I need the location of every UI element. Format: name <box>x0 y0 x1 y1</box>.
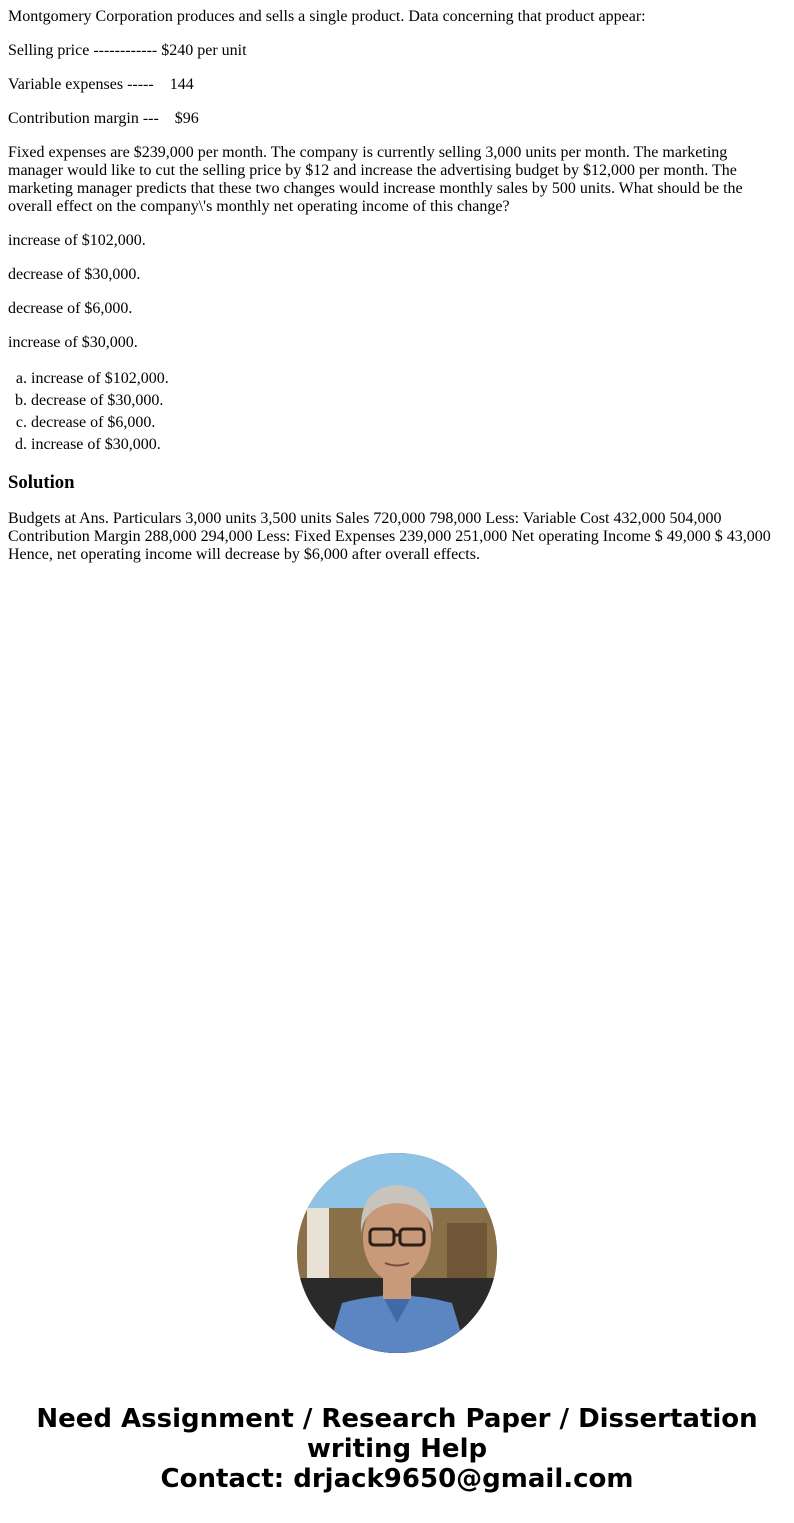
choice-text: increase of $102,000. <box>8 232 146 249</box>
answer-choice-d: d. increase of $30,000. <box>31 434 786 456</box>
question-body: Fixed expenses are $239,000 per month. The company is currently selling 3,000 units per month. The marketing manager would like to cut the selling price by $12 and increase the advertising budget by $12,000 per month. The marketing manager predicts that these two changes would increase monthly sales by 500 units. What should be the overall effect on the company\'s monthly net operating income of this change? <box>8 144 747 215</box>
selling-price-line: Selling price ------------ $240 per unit <box>8 42 247 59</box>
promo-contact-line: Contact: drjack9650@gmail.com <box>160 1464 634 1494</box>
question-intro: Montgomery Corporation produces and sells a single product. Data concerning that product appear: <box>8 8 646 25</box>
choice-text: decrease of $30,000. <box>8 266 141 283</box>
answer-choices-list <box>8 368 786 456</box>
tutor-avatar <box>297 1153 497 1353</box>
question-document <box>8 8 786 580</box>
portrait-window-frame <box>307 1208 329 1288</box>
contribution-margin-line: Contribution margin --- $96 <box>8 110 199 127</box>
solution-text: Budgets at Ans. Particulars 3,000 units 3,500 units Sales 720,000 798,000 Less: Variable Cost 432,000 504,000 Contribution Margin 288,000 294,000 Less: Fixed Expenses 239,000 251,000 Net operating Income $ 49,000 $ 43,000 Hence, net operating income will decrease by $6,000 after overall effects. <box>8 510 771 563</box>
variable-expenses-line: Variable expenses ----- 144 <box>8 76 194 93</box>
promo-line-2: writing Help <box>306 1434 488 1464</box>
choice-text: decrease of $6,000. <box>8 300 133 317</box>
answer-choice-a: a. increase of $102,000. <box>31 368 786 390</box>
answer-choice-c: c. decrease of $6,000. <box>31 412 786 434</box>
promo-line-1: Need Assignment / Research Paper / Dissertation <box>36 1404 758 1434</box>
answer-choice-b: b. decrease of $30,000. <box>31 390 786 412</box>
promo-banner <box>0 1404 794 1494</box>
choice-text: increase of $30,000. <box>8 334 138 351</box>
tutor-portrait-image <box>297 1153 497 1353</box>
solution-heading: Solution <box>8 472 75 493</box>
